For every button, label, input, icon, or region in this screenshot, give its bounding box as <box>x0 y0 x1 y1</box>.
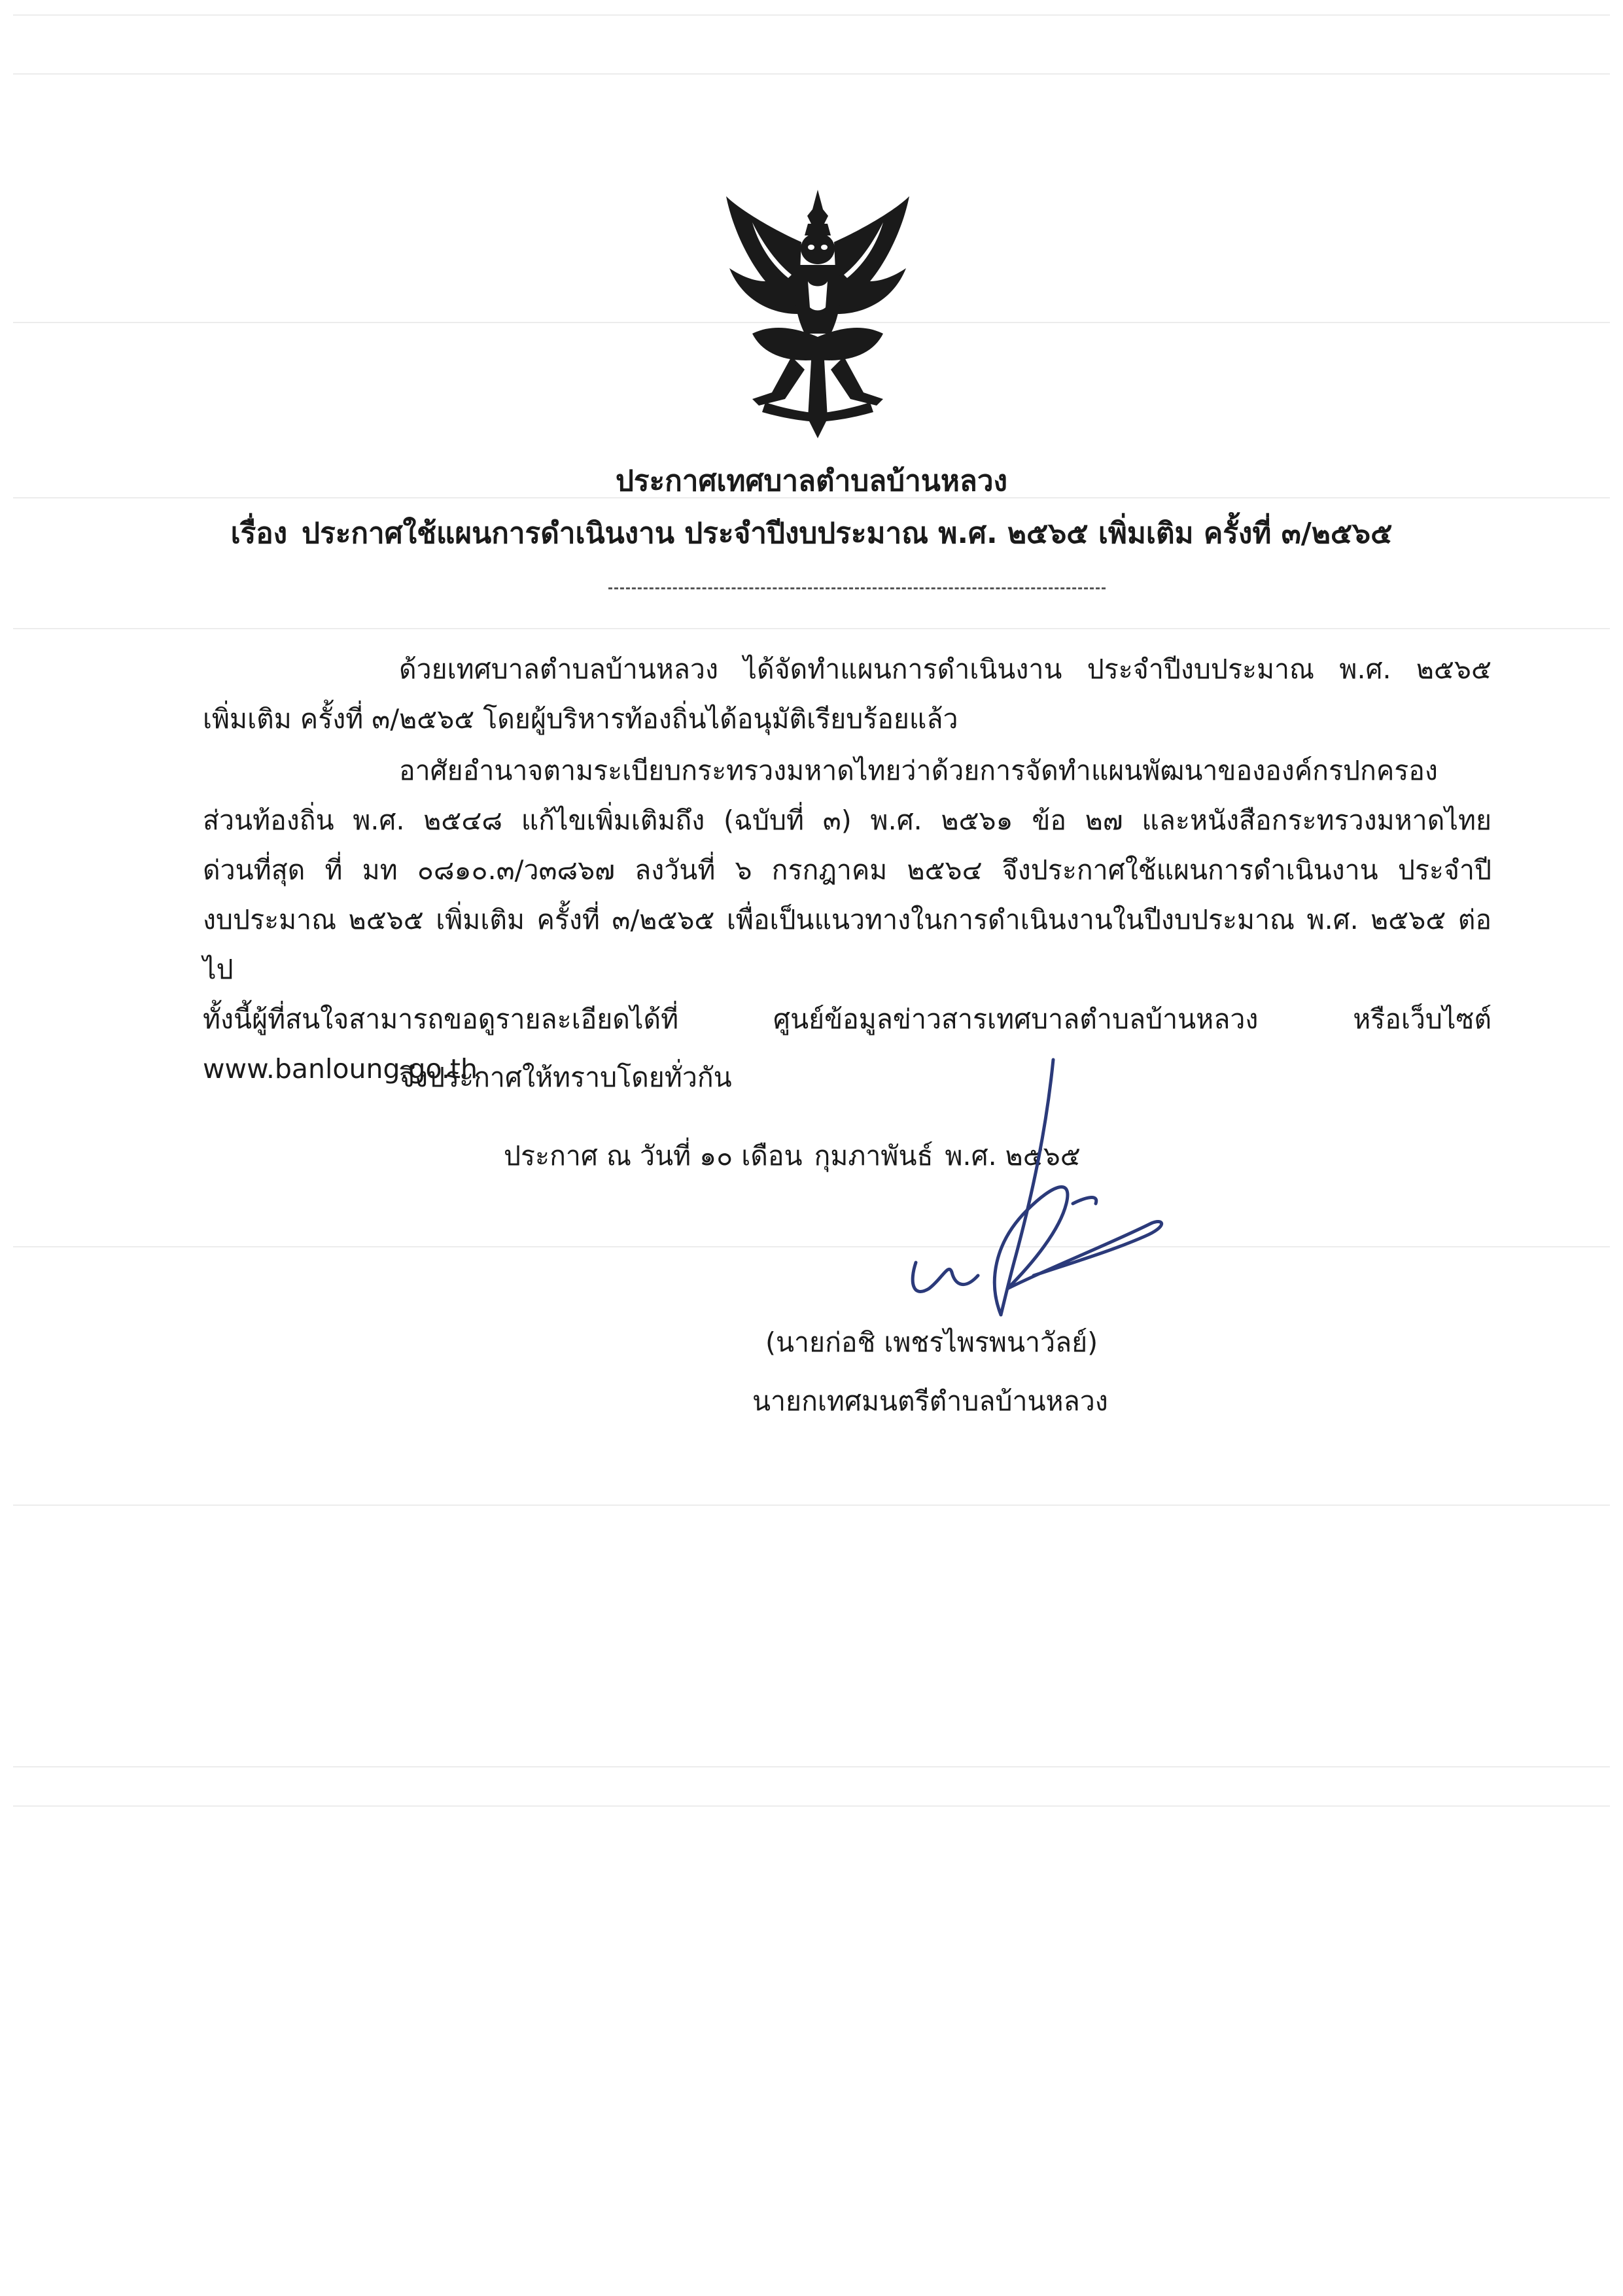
document-title: ประกาศเทศบาลตำบลบ้านหลวง <box>615 464 1008 498</box>
signature-icon <box>837 1047 1178 1348</box>
paragraph-line: ส่วนท้องถิ่น พ.ศ. ๒๕๔๘ แก้ไขเพิ่มเติมถึง (ฉบับที่ ๓) พ.ศ. ๒๕๖๑ ข้อ ๒๗ และหนังสือกระทรวงมหาดไทย <box>203 805 1492 836</box>
website-link: www.banloung.go.th <box>203 1053 478 1085</box>
date-year: พ.ศ. ๒๕๖๕ <box>945 1140 1081 1172</box>
garuda-emblem-icon <box>713 183 922 445</box>
paragraph-line: ด้วยเทศบาลตำบลบ้านหลวง ได้จัดทำแผนการดำเนินงาน ประจำปีงบประมาณ พ.ศ. ๒๕๖๕ <box>399 653 1492 685</box>
document-subject <box>0 510 1623 556</box>
scan-line <box>13 1766 1610 1767</box>
subject-label: เรื่อง <box>230 517 288 550</box>
paragraph-line: เพิ่มเติม ครั้งที่ ๓/๒๕๖๕ โดยผู้บริหารท้องถิ่นได้อนุมัติเรียบร้อยแล้ว <box>203 703 958 735</box>
signer-name: (นายก่อชิ เพชรไพรพนาวัลย์) <box>765 1327 1098 1358</box>
paragraph-line: อาศัยอำนาจตามระเบียบกระทรวงมหาดไทยว่าด้วยการจัดทำแผนพัฒนาขององค์กรปกครอง <box>399 755 1438 786</box>
paragraph-line: ทั้งนี้ผู้ที่สนใจสามารถขอดูรายละเอียดได้ที่ ศูนย์ข้อมูลข่าวสารเทศบาลตำบลบ้านหลวง หรือเว็บไซต์ <box>203 1003 1492 1035</box>
date-prefix: ประกาศ ณ วันที่ ๑๐ เดือน <box>504 1140 803 1172</box>
scan-line <box>13 73 1610 75</box>
date-month: กุมภาพันธ์ <box>814 1140 934 1172</box>
scan-line <box>13 1505 1610 1506</box>
paragraph-1 <box>203 644 1492 744</box>
paragraph-line: งบประมาณ ๒๕๖๕ เพิ่มเติม ครั้งที่ ๓/๒๕๖๕ เพื่อเป็นแนวทางในการดำเนินงานในปีงบประมาณ พ.ศ. ๒๕๖๕ ต่อไป <box>203 904 1492 985</box>
title-divider <box>608 587 1106 589</box>
signer-title: นายกเทศมนตรีตำบลบ้านหลวง <box>752 1385 1108 1417</box>
scan-line <box>13 1805 1610 1807</box>
scan-line <box>13 628 1610 629</box>
subject-text: ประกาศใช้แผนการดำเนินงาน ประจำปีงบประมาณ พ.ศ. ๒๕๖๕ เพิ่มเติม ครั้งที่ ๓/๒๕๖๕ <box>302 517 1393 550</box>
closing-statement: จึงประกาศให้ทราบโดยทั่วกัน <box>399 1062 732 1093</box>
paragraph-line: ด่วนที่สุด ที่ มท ๐๘๑๐.๓/ว๓๘๖๗ ลงวันที่ ๖ กรกฎาคม ๒๕๖๔ จึงประกาศใช้แผนการดำเนินงาน ประจำปี <box>203 854 1492 886</box>
paragraph-2 <box>203 746 1492 1094</box>
scan-line <box>13 1246 1610 1247</box>
scan-line <box>13 14 1610 16</box>
